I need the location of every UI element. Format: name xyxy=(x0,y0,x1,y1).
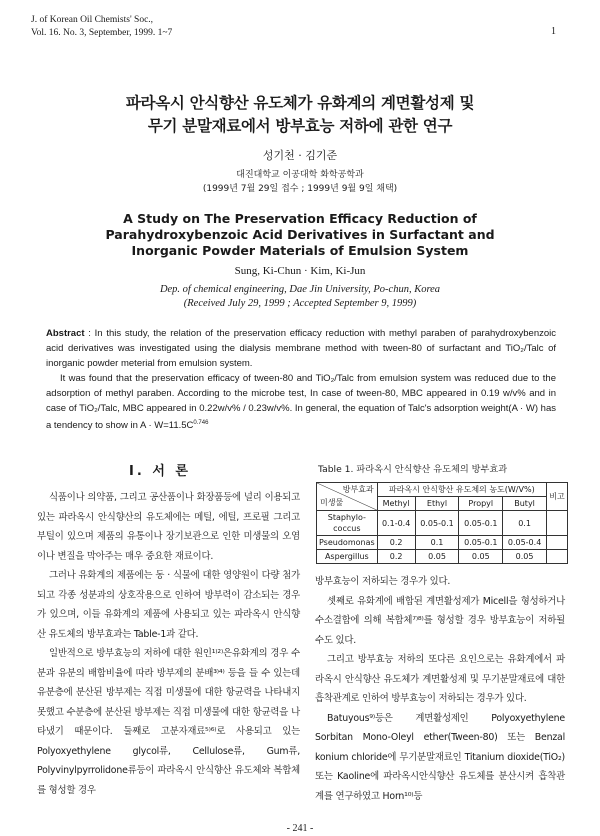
page-number-footer: - 241 - xyxy=(286,823,314,834)
table-row xyxy=(317,511,568,536)
table-cell: 0.05 xyxy=(459,550,503,564)
korean-title-line1: 파라옥시 안식향산 유도체가 유화계의 계면활성제 및 xyxy=(125,94,475,112)
table-cell: 0.1-0.4 xyxy=(377,511,415,536)
column-header: Ethyl xyxy=(415,497,459,511)
abstract-paragraph-1 xyxy=(46,326,556,371)
table-remark-header: 비고 xyxy=(547,483,568,511)
row-organism: Staphylo-coccus xyxy=(317,511,378,536)
english-affiliation xyxy=(0,283,600,311)
table-cell: 0.05-0.1 xyxy=(459,536,503,550)
body-paragraph: 식품이나 의약품, 그리고 공산품이나 화장품등에 널리 이용되고 있는 파라옥시 안식향산의 유도체에는 메틸, 에틸, 프로필 그리고 부틸이 있으며 제품의 유통이나 장기보관으로 인한 미생물의 오염이나 변질을 막아주는 매우 중요한 재료이다. xyxy=(37,492,300,562)
table-group-header: 파라옥시 안식향산 유도체의 농도(W/V%) xyxy=(377,483,546,497)
english-title-line3: Inorganic Powder Materials of Emulsion System xyxy=(131,243,469,258)
body-paragraph: Batuyous⁹⁾등은 계면활성제인 Polyoxyethylene Sorbitan Mono-Oleyl ether(Tween-80) 또는 Benzal konium chloride에 무기분말재료인 Titanium dioxide(TiO₂) 또는 Kaoline에 파라옥시안식향산 유도체를 분산시켜 흡착관계를 연구하였고 Horn¹⁰⁾등 xyxy=(315,712,565,802)
table-row xyxy=(317,550,568,564)
journal-volume: Vol. 16. No. 3, September, 1999. 1~7 xyxy=(31,28,173,38)
english-affiliation-dept: Dep. of chemical engineering, Dae Jin University, Po-chun, Korea xyxy=(159,284,441,295)
korean-title-line2: 무기 분말재료에서 방부효능 저하에 관한 연구 xyxy=(147,117,453,135)
korean-affiliation-dates: (1999년 7월 29일 접수 ; 1999년 9월 9일 채택) xyxy=(202,184,398,194)
table-cell: 0.05 xyxy=(415,550,459,564)
column-header: Methyl xyxy=(377,497,415,511)
english-title-line2: Parahydroxybenzoic Acid Derivatives in Surfactant and xyxy=(105,227,495,242)
table-caption: Table 1. 파라옥시 안식향산 유도체의 방부효과 xyxy=(318,464,508,475)
column-header: Butyl xyxy=(503,497,547,511)
body-paragraph: 그리고 방부효능 저하의 또다른 요인으로는 유화계에서 파라옥시 안식향산 유도체가 계면활성제 및 무기분말재료에 대한 흡착관계로 인하여 방부효능이 저하되는 경우가 있다. xyxy=(315,654,565,704)
preservation-efficacy-table xyxy=(316,482,568,564)
journal-name: J. of Korean Oil Chemists' Soc., xyxy=(31,15,154,25)
row-organism: Pseudomonas xyxy=(317,536,378,550)
korean-title xyxy=(0,92,600,138)
corner-top-label: 방부효과 xyxy=(342,485,374,494)
english-authors: Sung, Ki-Chun · Kim, Ki-Jun xyxy=(234,265,366,277)
section-heading-introduction: Ⅰ. 서 론 xyxy=(129,464,191,479)
table-cell-remark xyxy=(547,511,568,536)
english-title-line1: A Study on The Preservation Efficacy Reduction of xyxy=(123,211,477,226)
row-organism: Aspergillus xyxy=(317,550,378,564)
corner-bottom-label: 미생물 xyxy=(320,498,344,507)
table-cell: 0.1 xyxy=(503,511,547,536)
table-cell: 0.05-0.1 xyxy=(415,511,459,536)
column-header: Propyl xyxy=(459,497,503,511)
body-column-left xyxy=(37,488,300,800)
table-cell: 0.2 xyxy=(377,536,415,550)
abstract-text-2: It was found that the preservation efficacy of tween-80 and TiO₂/Talc from emulsion system was reduced due to the adsorption of methyl paraben. According to the microbe test, In case of tween-80, MBC appeared in 0.19 w/v% and in case of TiO₂/Talc, MBC appeared in 0.22w/v% / 0.23w/v%. In general, the equation of Talc's adsorption weight(A · W) has a tendency to show in A · W=11.5C xyxy=(46,373,556,432)
table-cell: 0.05-0.4 xyxy=(503,536,547,550)
page-number-top: 1 xyxy=(551,26,556,37)
table-row xyxy=(317,536,568,550)
korean-authors: 성기천 · 김기준 xyxy=(262,149,338,162)
table-cell: 0.05-0.1 xyxy=(459,511,503,536)
table-cell-remark xyxy=(547,536,568,550)
table-cell: 0.2 xyxy=(377,550,415,564)
body-column-right xyxy=(315,572,565,806)
abstract-exponent: 0.746 xyxy=(193,420,209,426)
abstract-paragraph-2 xyxy=(46,371,556,433)
body-paragraph: 셋째로 유화계에 배합된 계면활성제가 Micell을 형성하거나 수소결합에 의해 복합체⁷⁾⁸⁾를 형성할 경우 방부효능이 저하될 수도 있다. xyxy=(315,595,565,646)
table-cell: 0.1 xyxy=(415,536,459,550)
table-cell: 0.05 xyxy=(503,550,547,564)
body-paragraph: 일반적으로 방부효능의 저하에 대한 원인¹⁾²⁾은유화계의 경우 수분과 유분의 배합비율에 따라 방부제의 분배³⁾⁴⁾ 등을 들 수 있는데 유분층에 분산된 방부제는 직접 미생물에 대한 항균력을 나타내지 못했고 수분층에 분산된 방부제는 직접 미생물에 대한 항균력을 나타냈기 때문이다. 둘째로 고분자재료⁵⁾⁶⁾로 사용되고 있는 Polyoxyethylene glycol류, Cellulose류, Gum류, Polyvinylpyrrolidone류등이 파라옥시 안식향산 유도체와 복합체를 형성할 경우 xyxy=(37,648,300,796)
abstract-label: Abstract xyxy=(46,328,85,339)
abstract xyxy=(46,326,556,433)
body-paragraph: 방부효능이 저하되는 경우가 있다. xyxy=(315,576,451,587)
korean-affiliation-dept: 대진대학교 이공대학 화학공학과 xyxy=(236,170,364,180)
table-cell-remark xyxy=(547,550,568,564)
table-header-row xyxy=(317,483,568,497)
abstract-text-1: : In this study, the relation of the preservation efficacy reduction with methyl paraben of parahydroxybenzoic acid derivatives was investigated using the dialysis membrane method with tween-80 of surfactant and TiO₂/Talc of inorganic powder meterial from emulsion system. xyxy=(46,328,556,369)
english-affiliation-dates: (Received July 29, 1999 ; Accepted September 9, 1999) xyxy=(183,298,417,309)
table-corner-cell xyxy=(317,483,378,511)
body-paragraph: 그러나 유화계의 제품에는 동 · 식물에 대한 영양원이 다량 첨가되고 각종 성분과의 상호작용으로 인하여 방부력이 감소되는 경우가 있으며, 이들 유화계의 제품에 사용되고 있는 파라옥시 안식향산 유도체의 방부효과는 Table-1과 같다. xyxy=(37,570,300,640)
english-title xyxy=(0,211,600,259)
korean-affiliation xyxy=(0,168,600,196)
journal-header xyxy=(31,14,172,40)
